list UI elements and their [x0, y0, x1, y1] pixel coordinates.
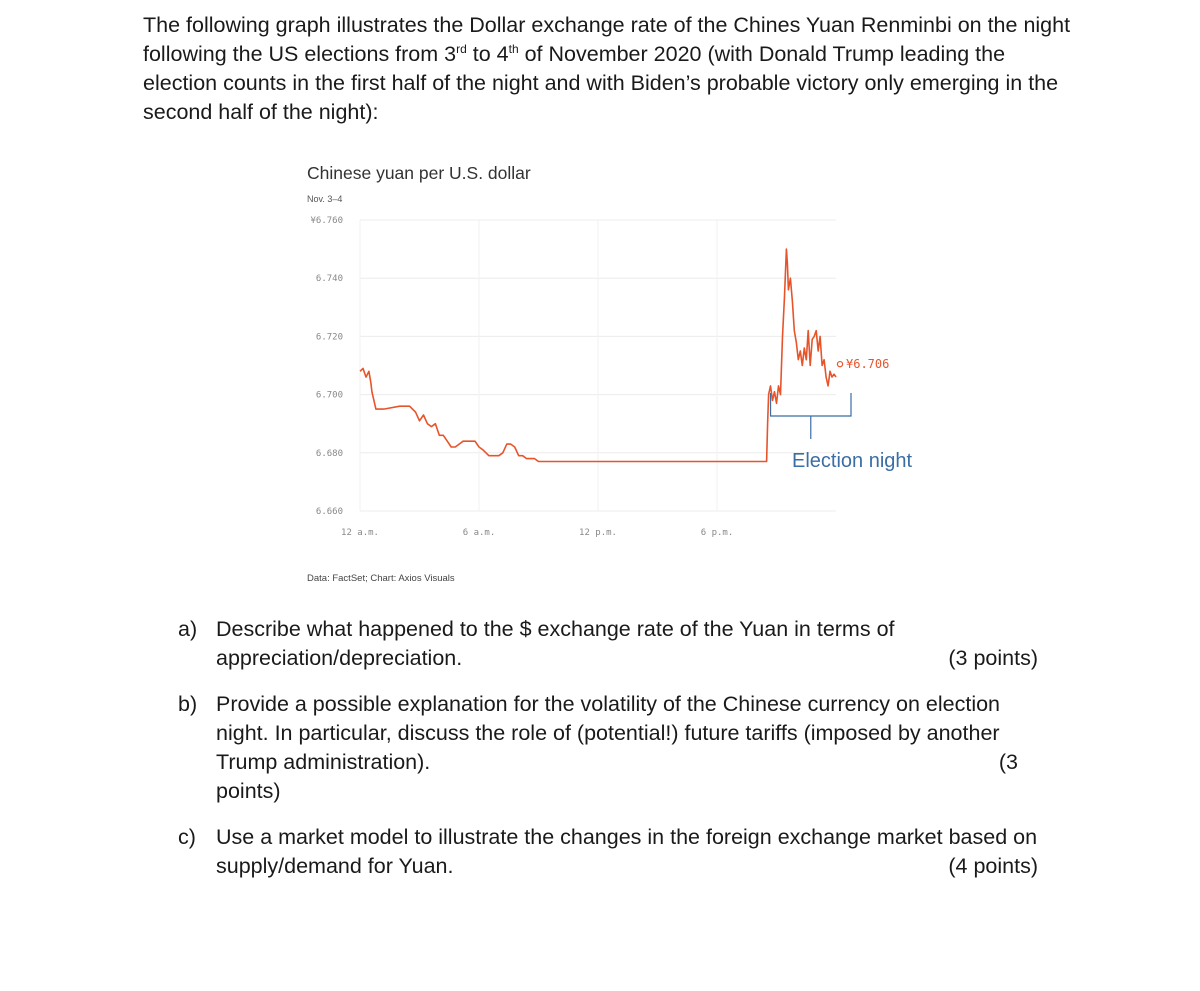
- election-night-label: Election night: [792, 450, 913, 472]
- question-b-text: Provide a possible explanation for the volatility of the Chinese currency on election night. In particular, discuss the role of (potential!) future tariffs (imposed by another Trump administration).: [216, 692, 1001, 774]
- intro-paragraph: [143, 11, 1073, 127]
- y-axis-ticks: [310, 216, 343, 517]
- intro-text-2: to 4: [466, 42, 509, 66]
- chart-source: Data: FactSet; Chart: Axios Visuals: [307, 573, 455, 584]
- election-night-bracket: [771, 393, 851, 439]
- question-b-letter: b): [178, 692, 198, 716]
- question-a: [178, 615, 1058, 673]
- x-axis-ticks: [341, 528, 733, 538]
- question-b: [178, 690, 1058, 806]
- y-tick-label: 6.740: [315, 274, 343, 285]
- question-a-letter: a): [178, 617, 198, 641]
- x-tick-label: 12 p.m.: [579, 528, 617, 538]
- x-tick-label: 6 p.m.: [700, 528, 734, 538]
- y-tick-label: 6.700: [315, 390, 343, 401]
- question-b-points: (3: [998, 750, 1018, 774]
- y-tick-label: ¥6.760: [310, 216, 343, 226]
- intro-text-3: of November 2020 (with Donald Trump leading the election counts in the first half of the night and with Biden’s probable victory only emerging in the second half of the night):: [143, 42, 1059, 124]
- chart-title: Chinese yuan per U.S. dollar: [307, 163, 531, 183]
- last-value-label: ¥6.706: [846, 357, 890, 372]
- x-tick-label: 12 a.m.: [341, 528, 379, 538]
- question-c-text: Use a market model to illustrate the changes in the foreign exchange market based on supply/demand for Yuan.: [216, 825, 1038, 878]
- intro-sup-rd: rd: [456, 41, 467, 56]
- x-tick-label: 6 a.m.: [462, 528, 496, 538]
- y-tick-label: 6.720: [315, 332, 343, 343]
- question-a-points: (3 points): [948, 646, 1038, 670]
- last-value-dot: [837, 362, 842, 367]
- question-c-points: (4 points): [948, 854, 1038, 878]
- y-tick-label: 6.680: [315, 448, 343, 459]
- question-c: [178, 823, 1058, 881]
- exchange-rate-chart: [300, 155, 950, 595]
- chart-grid: [360, 220, 836, 511]
- intro-sup-th: th: [508, 41, 519, 56]
- chart-subtitle: Nov. 3–4: [307, 194, 343, 204]
- question-c-letter: c): [178, 825, 196, 849]
- intro-text-1: The following graph illustrates the Dollar exchange rate of the Chines Yuan Renminbi on the night following the US elections from 3: [143, 13, 1071, 66]
- question-b-points-tail: points): [216, 779, 281, 803]
- y-tick-label: 6.660: [315, 507, 343, 517]
- question-list: [178, 615, 1058, 898]
- question-a-text: Describe what happened to the $ exchange rate of the Yuan in terms of appreciation/depreciation.: [216, 617, 895, 670]
